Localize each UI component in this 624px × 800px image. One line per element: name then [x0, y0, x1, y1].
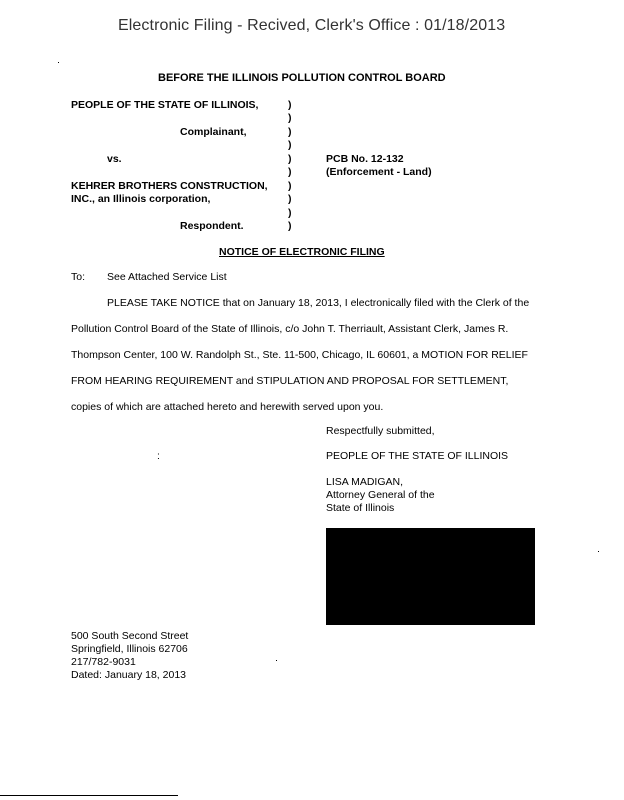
case-number: PCB No. 12-132	[326, 153, 404, 165]
to-recipient: See Attached Service List	[107, 271, 227, 283]
respondent-label: Respondent.	[180, 220, 244, 232]
caption-bracket: )	[288, 166, 292, 178]
caption-bracket: )	[288, 207, 292, 219]
body-line-1: PLEASE TAKE NOTICE that on January 18, 2013, I electronically filed with the Clerk of the	[107, 297, 530, 309]
address-phone: 217/782-9031	[71, 656, 136, 668]
to-label: To:	[71, 271, 86, 283]
body-line-5: copies of which are attached hereto and herewith served upon you.	[71, 401, 384, 413]
case-type: (Enforcement - Land)	[326, 166, 432, 178]
caption-bracket: )	[288, 220, 292, 232]
attorney-title-line2: State of Illinois	[326, 502, 395, 514]
filing-stamp: Electronic Filing - Recived, Clerk's Office : 01/18/2013	[118, 17, 506, 34]
caption-bracket: )	[288, 180, 292, 192]
caption-bracket: )	[288, 126, 292, 138]
redacted-signature-block	[326, 528, 535, 625]
versus-label: vs.	[107, 153, 122, 165]
board-title: BEFORE THE ILLINOIS POLLUTION CONTROL BOARD	[158, 72, 446, 84]
closing: Respectfully submitted,	[326, 425, 435, 437]
body-line-2: Pollution Control Board of the State of Illinois, c/o John T. Therriault, Assistant Clerk, James R.	[71, 323, 509, 335]
caption-bracket: )	[288, 139, 292, 151]
address-street: 500 South Second Street	[71, 630, 189, 642]
scan-speck	[276, 660, 277, 661]
body-line-4: FROM HEARING REQUIREMENT and STIPULATION AND PROPOSAL FOR SETTLEMENT,	[71, 375, 509, 387]
footnote-rule	[0, 795, 178, 796]
notice-title: NOTICE OF ELECTRONIC FILING	[219, 246, 385, 258]
date-line: Dated: January 18, 2013	[71, 669, 186, 681]
plaintiff-name: PEOPLE OF THE STATE OF ILLINOIS,	[71, 99, 259, 111]
defendant-name-line1: KEHRER BROTHERS CONSTRUCTION,	[71, 180, 268, 192]
caption-bracket: )	[288, 112, 292, 124]
body-line-3: Thompson Center, 100 W. Randolph St., Ste. 11-500, Chicago, IL 60601, a MOTION FOR RELIEF	[71, 349, 528, 361]
caption-bracket: )	[288, 153, 292, 165]
attorney-name: LISA MADIGAN,	[326, 476, 404, 488]
stray-colon-mark: :	[157, 450, 160, 462]
caption-bracket: )	[288, 99, 292, 111]
defendant-name-line2: INC., an Illinois corporation,	[71, 193, 211, 205]
attorney-title-line1: Attorney General of the	[326, 489, 435, 501]
address-city: Springfield, Illinois 62706	[71, 643, 188, 655]
scan-speck	[58, 62, 59, 63]
party-name: PEOPLE OF THE STATE OF ILLINOIS	[326, 450, 509, 462]
caption-bracket: )	[288, 193, 292, 205]
scan-speck	[598, 551, 599, 552]
complainant-label: Complainant,	[180, 126, 247, 138]
